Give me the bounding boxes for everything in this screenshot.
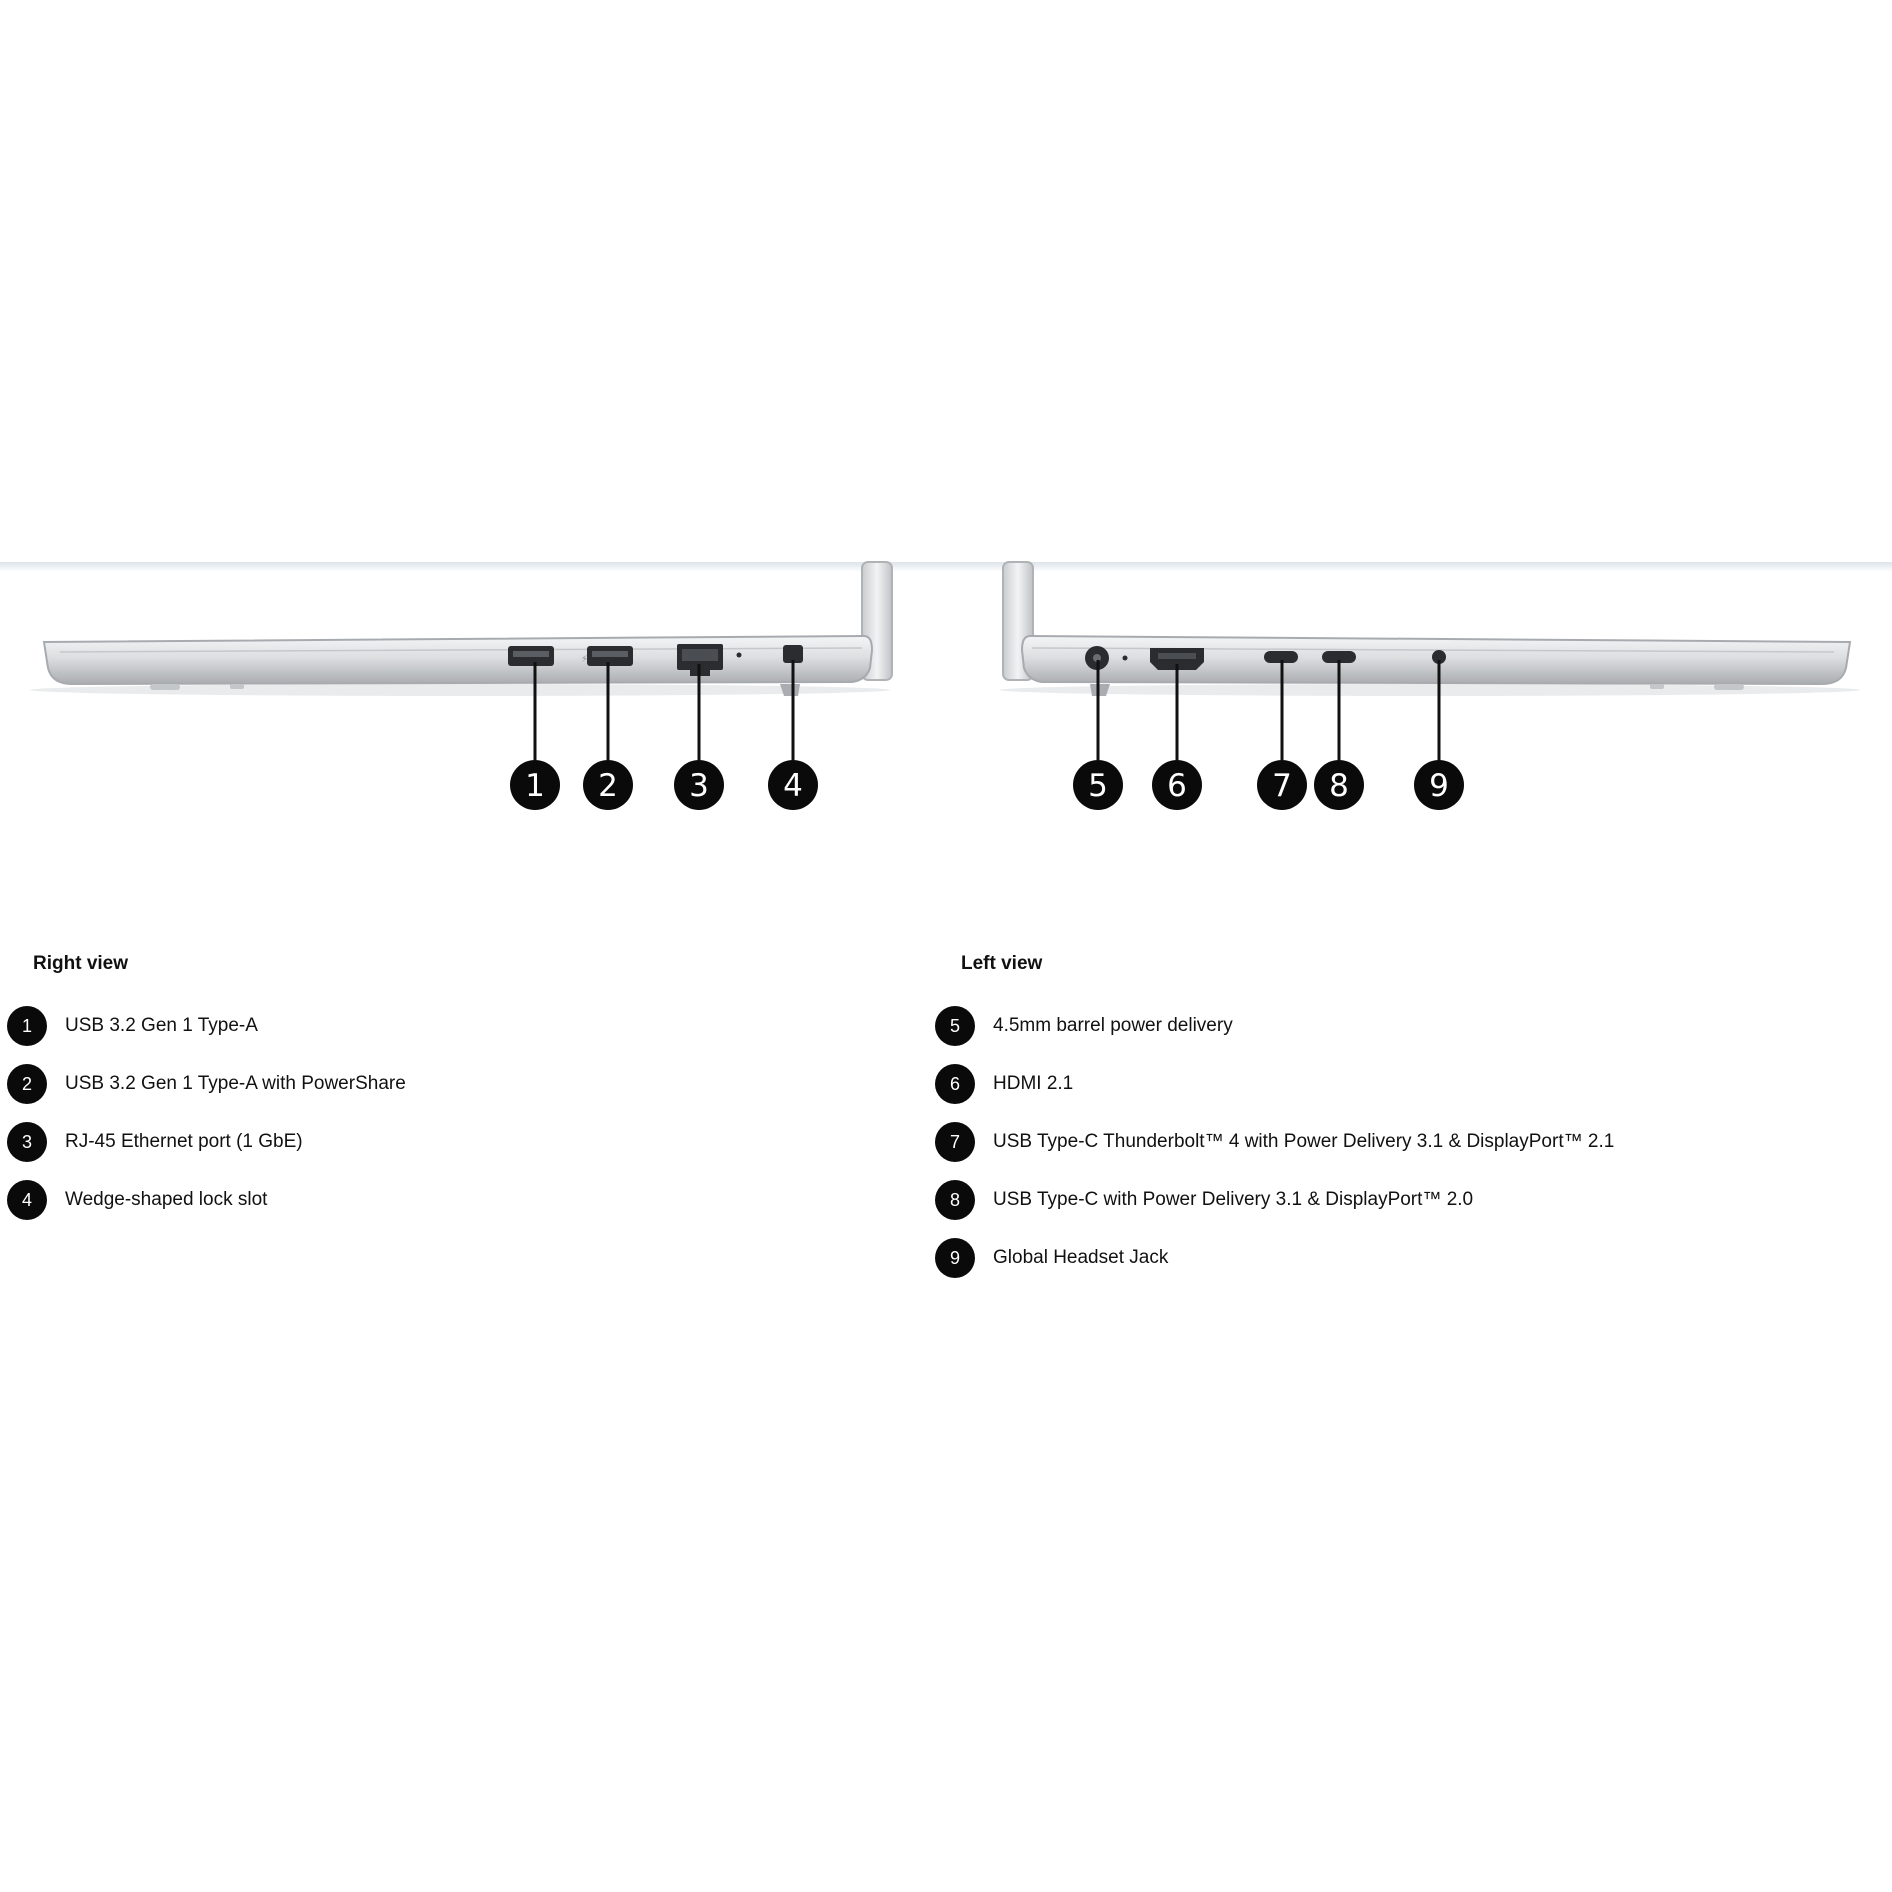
usb-a-port-2-tongue	[592, 651, 628, 657]
callout-4	[768, 760, 818, 810]
port-label: RJ-45 Ethernet port (1 GbE)	[65, 1131, 303, 1152]
callout-3	[674, 760, 724, 810]
left-view-title: Left view	[961, 953, 1043, 974]
right-laptop-chassis	[44, 636, 872, 684]
port-label: USB 3.2 Gen 1 Type-A	[65, 1015, 258, 1036]
port-label: USB Type-C Thunderbolt™ 4 with Power Delivery 3.1 & DisplayPort™ 2.1	[993, 1131, 1615, 1152]
port-label: 4.5mm barrel power delivery	[993, 1015, 1233, 1036]
callout-number-1: 1	[525, 768, 545, 804]
powershare-icon: ⚡	[581, 654, 589, 665]
callout-number-4: 4	[783, 768, 803, 804]
rj45-led	[737, 653, 742, 658]
callout-7	[1257, 760, 1307, 810]
callout-6	[1152, 760, 1202, 810]
left-hinge-foot	[1090, 684, 1110, 696]
left-foot-2	[1650, 684, 1664, 689]
callout-number-9: 9	[1429, 768, 1449, 804]
callout-number-7: 7	[1272, 768, 1292, 804]
right-view-laptop	[30, 562, 892, 810]
number-badge: 6	[935, 1064, 975, 1104]
number-badge: 3	[7, 1122, 47, 1162]
right-foot-1	[150, 684, 180, 690]
callout-1	[510, 760, 560, 810]
rj45-port-inner	[682, 649, 718, 661]
callout-number-8: 8	[1329, 768, 1349, 804]
left-foot-1	[1714, 684, 1744, 690]
port-label: USB Type-C with Power Delivery 3.1 & DisplayPort™ 2.0	[993, 1189, 1474, 1210]
number-badge: 4	[7, 1180, 47, 1220]
usb-a-port-1-tongue	[513, 651, 549, 657]
number-badge: 9	[935, 1238, 975, 1278]
callout-number-6: 6	[1167, 768, 1187, 804]
power-led	[1123, 656, 1128, 661]
hdmi-port-inner	[1158, 653, 1196, 659]
callout-number-5: 5	[1088, 768, 1108, 804]
callout-number-2: 2	[598, 768, 618, 804]
callout-5	[1073, 760, 1123, 810]
port-label: Wedge-shaped lock slot	[65, 1189, 268, 1210]
callout-number-3: 3	[689, 768, 709, 804]
number-badge: 2	[7, 1064, 47, 1104]
number-badge: 7	[935, 1122, 975, 1162]
callout-8	[1314, 760, 1364, 810]
right-hinge-foot	[780, 684, 800, 696]
header-shadow-band	[0, 562, 1892, 572]
number-badge: 5	[935, 1006, 975, 1046]
left-view-laptop	[1000, 562, 1860, 810]
right-view-title: Right view	[33, 953, 129, 974]
right-foot-2	[230, 684, 244, 689]
port-label: HDMI 2.1	[993, 1073, 1074, 1094]
port-label: USB 3.2 Gen 1 Type-A with PowerShare	[65, 1073, 406, 1094]
callout-2	[583, 760, 633, 810]
callout-9	[1414, 760, 1464, 810]
number-badge: 1	[7, 1006, 47, 1046]
port-label: Global Headset Jack	[993, 1247, 1169, 1268]
number-badge: 8	[935, 1180, 975, 1220]
